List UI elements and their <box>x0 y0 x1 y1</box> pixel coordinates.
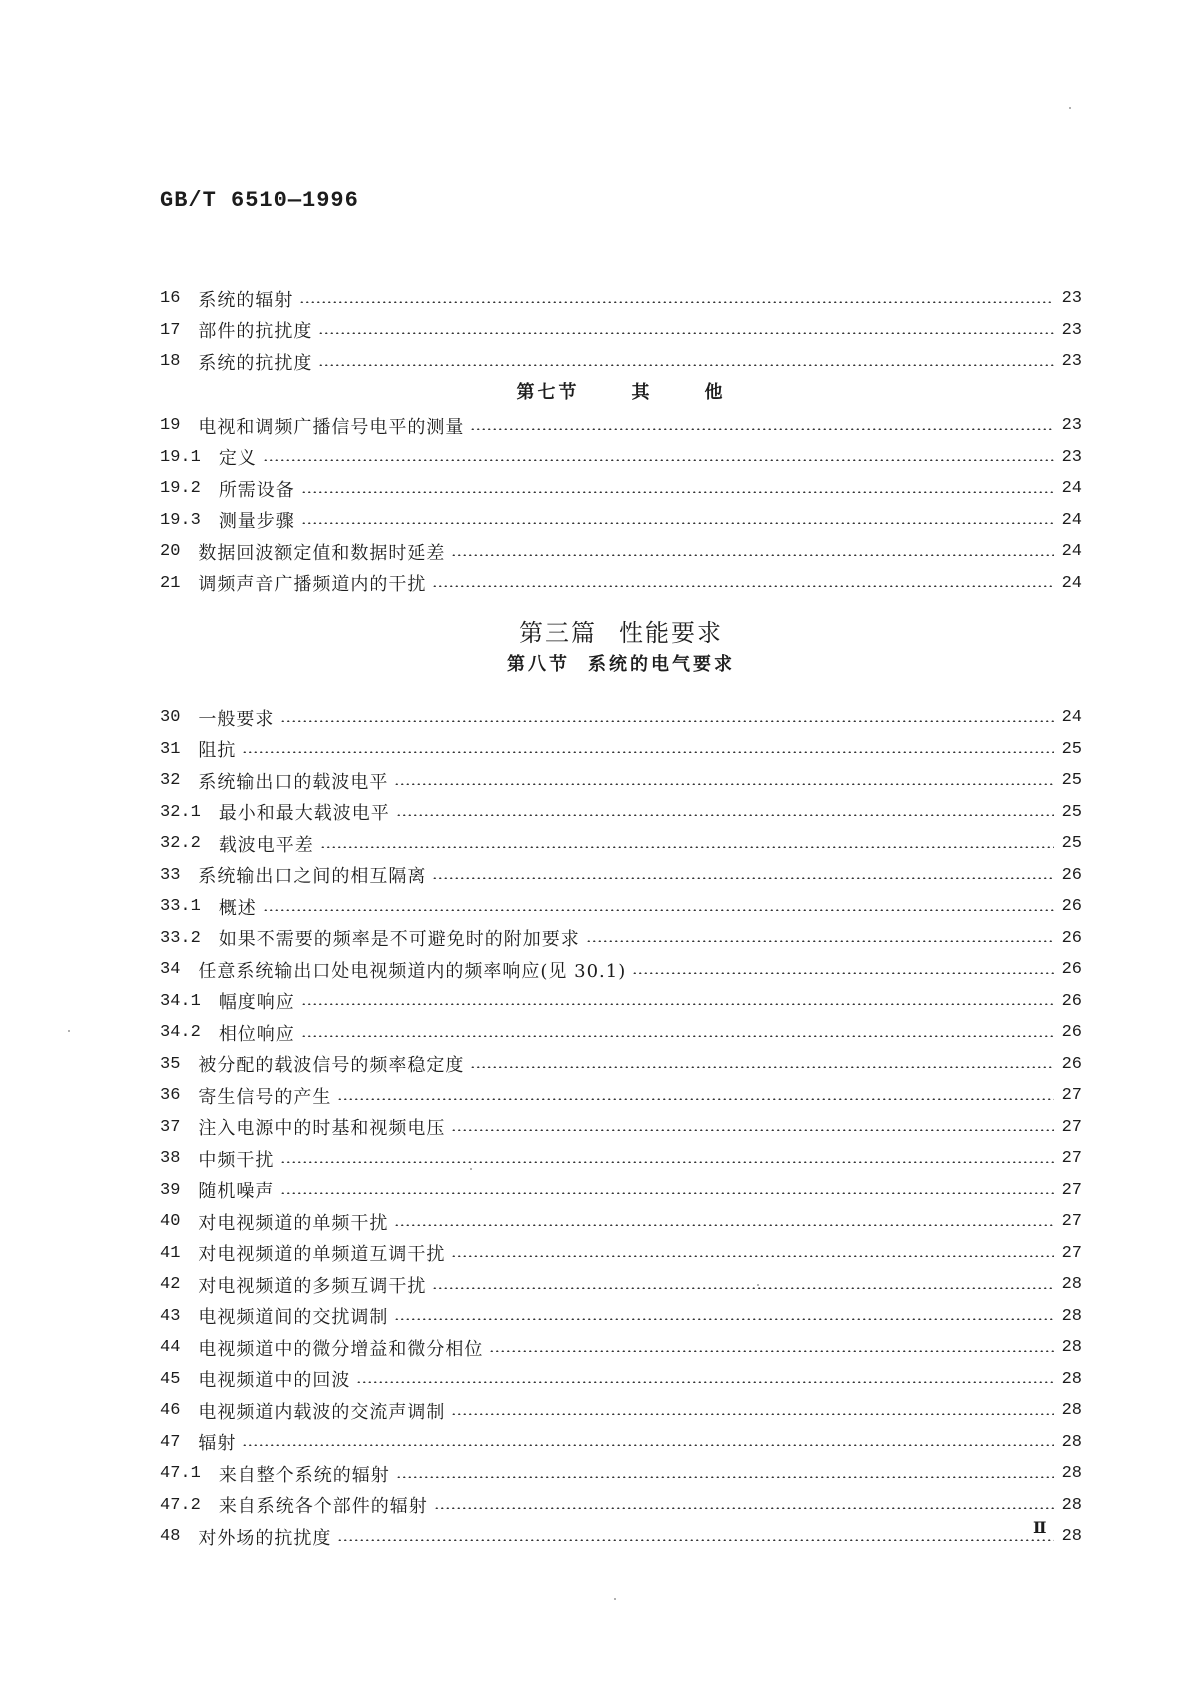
toc-entry <box>160 410 1082 442</box>
toc-title: 中频干扰 <box>198 1149 275 1171</box>
toc-page: 26 <box>1061 928 1082 948</box>
toc-entry <box>160 828 1082 860</box>
toc-entry <box>160 1301 1082 1333</box>
toc-entry <box>160 765 1082 797</box>
section-heading <box>160 378 1082 404</box>
leader-dots <box>301 1035 1054 1037</box>
toc-title: 对电视频道的单频道互调干扰 <box>198 1244 446 1266</box>
toc-page: 23 <box>1061 447 1082 467</box>
toc-title: 被分配的载波信号的频率稳定度 <box>198 1055 465 1077</box>
toc-entry <box>160 1143 1082 1175</box>
toc-entry <box>160 283 1082 315</box>
scan-speck <box>757 1284 759 1286</box>
toc-number: 32.1 <box>160 802 201 822</box>
toc-page: 27 <box>1061 1243 1082 1263</box>
toc-entry <box>160 702 1082 734</box>
toc-number: 47.2 <box>160 1495 201 1515</box>
toc-title: 对外场的抗扰度 <box>198 1527 332 1549</box>
section-title-a: 其 <box>631 382 653 403</box>
toc-page: 26 <box>1061 897 1082 917</box>
toc-entry <box>160 1175 1082 1207</box>
toc-page: 27 <box>1061 1149 1082 1169</box>
leader-dots <box>356 1381 1054 1383</box>
toc-page: 23 <box>1061 416 1082 436</box>
toc-title: 辐射 <box>198 1433 237 1455</box>
toc-number: 35 <box>160 1054 181 1074</box>
toc-page: 24 <box>1061 542 1082 562</box>
leader-dots <box>396 814 1054 816</box>
toc-entry <box>160 986 1082 1018</box>
section-title-b: 他 <box>704 382 726 403</box>
toc-entry <box>160 1458 1082 1490</box>
toc-page: 26 <box>1061 960 1082 980</box>
leader-dots <box>394 1224 1054 1226</box>
toc-page: 28 <box>1061 1306 1082 1326</box>
toc-page: 27 <box>1061 1180 1082 1200</box>
toc-title: 对电视频道的单频干扰 <box>198 1212 389 1234</box>
toc-title: 一般要求 <box>198 708 275 730</box>
leader-dots <box>263 909 1054 911</box>
toc-title: 电视频道中的微分增益和微分相位 <box>198 1338 484 1360</box>
toc-number: 38 <box>160 1149 181 1169</box>
toc-title: 随机噪声 <box>198 1181 275 1203</box>
toc-entry <box>160 923 1082 955</box>
toc-entry <box>160 1049 1082 1081</box>
toc-title: 部件的抗扰度 <box>198 321 313 343</box>
toc-entry <box>160 1206 1082 1238</box>
toc-entry <box>160 1490 1082 1522</box>
toc-entry <box>160 315 1082 347</box>
toc-number: 21 <box>160 573 181 593</box>
toc-page: 24 <box>1061 479 1082 499</box>
toc-title: 系统输出口的载波电平 <box>198 771 389 793</box>
toc-page: 28 <box>1061 1464 1082 1484</box>
toc-title: 注入电源中的时基和视频电压 <box>198 1118 446 1140</box>
part-heading <box>160 613 1082 648</box>
toc-entry <box>160 1112 1082 1144</box>
toc-page: 23 <box>1061 289 1082 309</box>
toc-title: 系统的辐射 <box>198 289 294 311</box>
leader-dots <box>432 585 1054 587</box>
leader-dots <box>451 1255 1054 1257</box>
part-number: 第三篇 <box>519 619 597 647</box>
toc-entry <box>160 891 1082 923</box>
toc-number: 32 <box>160 771 181 791</box>
toc-entry <box>160 734 1082 766</box>
toc-entry <box>160 568 1082 600</box>
leader-dots <box>451 1129 1054 1131</box>
toc-number: 36 <box>160 1086 181 1106</box>
toc-entry <box>160 536 1082 568</box>
toc-number: 30 <box>160 708 181 728</box>
toc-number: 43 <box>160 1306 181 1326</box>
scan-speck <box>614 1598 616 1600</box>
toc-page: 27 <box>1061 1212 1082 1232</box>
section-number: 第七节 <box>516 382 580 403</box>
leader-dots <box>337 1098 1054 1100</box>
toc-title: 电视和调频广播信号电平的测量 <box>198 416 465 438</box>
toc-entry <box>160 442 1082 474</box>
toc-entry <box>160 346 1082 378</box>
toc-title: 任意系统输出口处电视频道内的频率响应(见 30.1) <box>198 960 627 982</box>
scan-speck <box>68 1030 70 1032</box>
toc-number: 44 <box>160 1338 181 1358</box>
leader-dots <box>280 720 1054 722</box>
toc-entry <box>160 1238 1082 1270</box>
toc-number: 39 <box>160 1180 181 1200</box>
toc-title: 来自系统各个部件的辐射 <box>218 1496 428 1518</box>
standard-code: GB/T 6510—1996 <box>160 188 359 213</box>
leader-dots <box>432 1287 1054 1289</box>
toc-number: 45 <box>160 1369 181 1389</box>
leader-dots <box>396 1476 1054 1478</box>
toc-entry <box>160 1017 1082 1049</box>
toc-entry <box>160 473 1082 505</box>
toc-entry <box>160 505 1082 537</box>
toc-page: 25 <box>1061 771 1082 791</box>
toc-page: 28 <box>1061 1432 1082 1452</box>
leader-dots <box>337 1539 1054 1541</box>
leader-dots <box>280 1161 1054 1163</box>
toc-page: 28 <box>1061 1495 1082 1515</box>
leader-dots <box>451 554 1054 556</box>
toc-number: 34 <box>160 960 181 980</box>
toc-number: 16 <box>160 289 181 309</box>
part-title: 性能要求 <box>619 619 723 647</box>
toc-page: 28 <box>1061 1338 1082 1358</box>
toc-entry <box>160 1269 1082 1301</box>
toc-number: 46 <box>160 1401 181 1421</box>
toc-number: 19.3 <box>160 510 201 530</box>
toc-title: 概述 <box>218 897 257 919</box>
toc-page: 25 <box>1061 739 1082 759</box>
toc-number: 34.1 <box>160 991 201 1011</box>
toc-page: 28 <box>1061 1369 1082 1389</box>
toc-page: 25 <box>1061 802 1082 822</box>
toc-title: 阻抗 <box>198 740 237 762</box>
scan-speck <box>1069 107 1071 109</box>
toc-number: 17 <box>160 320 181 340</box>
toc-entry <box>160 954 1082 986</box>
toc-page: 24 <box>1061 573 1082 593</box>
toc-page: 26 <box>1061 1023 1082 1043</box>
toc-number: 18 <box>160 352 181 372</box>
toc-title: 最小和最大载波电平 <box>218 803 390 825</box>
toc-number: 34.2 <box>160 1023 201 1043</box>
toc-title: 来自整个系统的辐射 <box>218 1464 390 1486</box>
toc-title: 测量步骤 <box>218 511 295 533</box>
toc-number: 32.2 <box>160 834 201 854</box>
toc-title: 幅度响应 <box>218 992 295 1014</box>
leader-dots <box>242 1444 1054 1446</box>
toc-number: 42 <box>160 1275 181 1295</box>
leader-dots <box>301 491 1054 493</box>
leader-dots <box>470 1066 1054 1068</box>
toc-number: 33 <box>160 865 181 885</box>
leader-dots <box>301 1003 1054 1005</box>
toc-title: 对电视频道的多频互调干扰 <box>198 1275 427 1297</box>
leader-dots <box>434 1507 1054 1509</box>
leader-dots <box>318 332 1054 334</box>
toc-title: 调频声音广播频道内的干扰 <box>198 574 427 596</box>
toc-page: 24 <box>1061 708 1082 728</box>
toc-entry <box>160 1332 1082 1364</box>
toc-page: 23 <box>1061 320 1082 340</box>
toc-entry <box>160 1427 1082 1459</box>
leader-dots <box>320 846 1054 848</box>
toc-title: 如果不需要的频率是不可避免时的附加要求 <box>218 929 580 951</box>
toc-title: 所需设备 <box>218 479 295 501</box>
toc-page: 28 <box>1061 1527 1082 1547</box>
leader-dots <box>394 783 1054 785</box>
toc-number: 19 <box>160 416 181 436</box>
toc-page: 25 <box>1061 834 1082 854</box>
leader-dots <box>394 1318 1054 1320</box>
toc-entry <box>160 1395 1082 1427</box>
section-heading <box>160 650 1082 676</box>
toc-title: 数据回波额定值和数据时延差 <box>198 542 446 564</box>
toc-page: 23 <box>1061 352 1082 372</box>
toc-page: 27 <box>1061 1117 1082 1137</box>
toc-page: 27 <box>1061 1086 1082 1106</box>
toc-title: 电视频道内载波的交流声调制 <box>198 1401 446 1423</box>
toc-number: 47 <box>160 1432 181 1452</box>
leader-dots <box>299 301 1054 303</box>
toc-number: 40 <box>160 1212 181 1232</box>
toc-title: 定义 <box>218 448 257 470</box>
toc-number: 48 <box>160 1527 181 1547</box>
toc-number: 19.1 <box>160 447 201 467</box>
toc-title: 载波电平差 <box>218 834 314 856</box>
toc-number: 41 <box>160 1243 181 1263</box>
toc-entry <box>160 1364 1082 1396</box>
leader-dots <box>263 459 1054 461</box>
toc-page: 26 <box>1061 991 1082 1011</box>
leader-dots <box>632 972 1054 974</box>
leader-dots <box>586 940 1054 942</box>
toc-number: 20 <box>160 542 181 562</box>
toc-list-3 <box>160 702 1082 1553</box>
toc-title: 寄生信号的产生 <box>198 1086 332 1108</box>
leader-dots <box>318 364 1054 366</box>
toc-entry <box>160 797 1082 829</box>
toc-page: 28 <box>1061 1401 1082 1421</box>
leader-dots <box>242 751 1054 753</box>
toc-title: 系统的抗扰度 <box>198 352 313 374</box>
toc-number: 33.1 <box>160 897 201 917</box>
toc-number: 37 <box>160 1117 181 1137</box>
section-title: 系统的电气要求 <box>588 654 735 675</box>
toc-title: 相位响应 <box>218 1023 295 1045</box>
leader-dots <box>470 428 1054 430</box>
toc-number: 33.2 <box>160 928 201 948</box>
toc-number: 19.2 <box>160 479 201 499</box>
leader-dots <box>432 877 1054 879</box>
leader-dots <box>489 1350 1054 1352</box>
toc-title: 电视频道中的回波 <box>198 1370 351 1392</box>
toc-entry <box>160 1521 1082 1553</box>
leader-dots <box>451 1413 1054 1415</box>
toc-list-2 <box>160 410 1082 599</box>
toc-title: 系统输出口之间的相互隔离 <box>198 866 427 888</box>
toc-list-1 <box>160 283 1082 378</box>
toc-number: 47.1 <box>160 1464 201 1484</box>
toc-entry <box>160 1080 1082 1112</box>
toc-page: 26 <box>1061 865 1082 885</box>
leader-dots <box>280 1192 1054 1194</box>
page-number: Ⅱ <box>1033 1518 1047 1537</box>
toc-page: 26 <box>1061 1054 1082 1074</box>
section-number: 第八节 <box>507 654 570 675</box>
scan-speck <box>470 1168 472 1170</box>
toc-page: 28 <box>1061 1275 1082 1295</box>
toc-number: 31 <box>160 739 181 759</box>
leader-dots <box>301 522 1054 524</box>
toc-entry <box>160 860 1082 892</box>
toc-page: 24 <box>1061 510 1082 530</box>
toc-title: 电视频道间的交扰调制 <box>198 1307 389 1329</box>
